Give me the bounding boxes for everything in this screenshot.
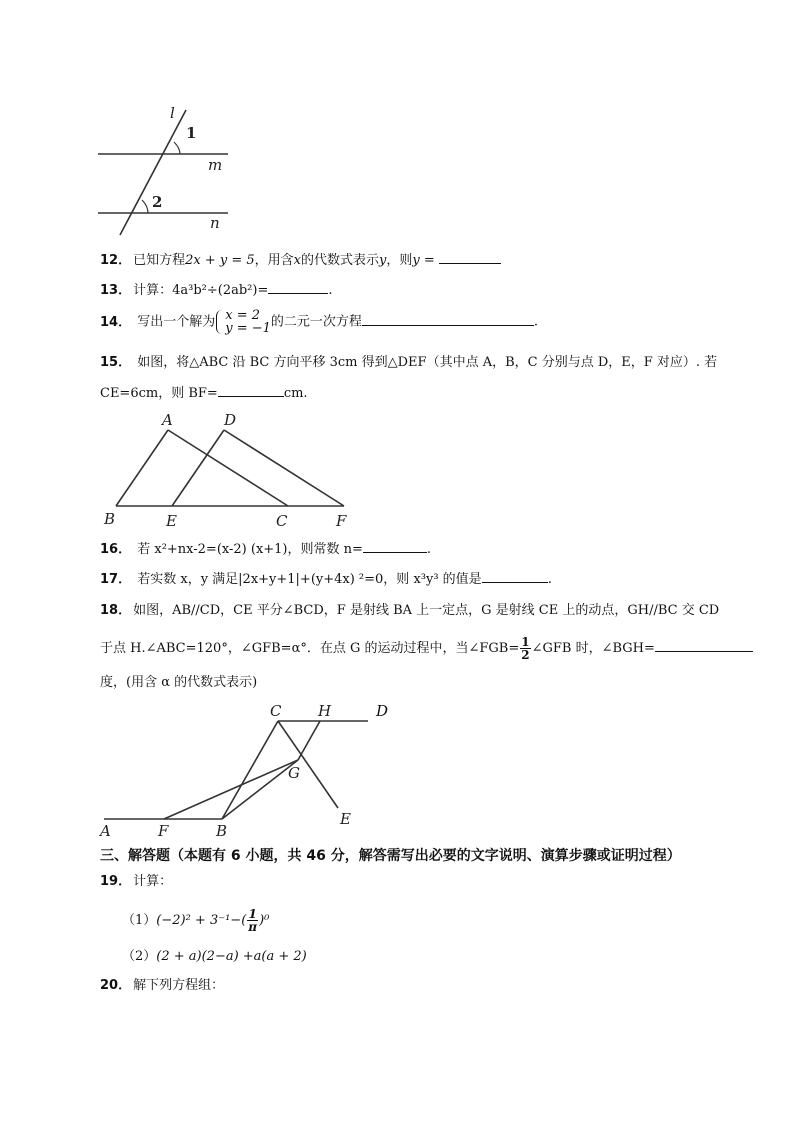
side-ac — [168, 430, 288, 506]
question-number: 17． — [100, 572, 132, 587]
label-angle-2: 2 — [152, 193, 163, 211]
label-f: F — [336, 512, 347, 530]
q18-line-2b: ∠GFB 时，∠BGH= — [531, 641, 655, 656]
q12-text-b: ，用含 — [254, 253, 294, 268]
q18-label-d — [376, 702, 388, 720]
label-l: l — [170, 104, 175, 122]
question-number: 19． — [100, 874, 132, 889]
label-b: B — [216, 822, 228, 840]
fraction-denominator: π — [248, 920, 258, 934]
q12-var-y: y — [379, 253, 387, 268]
fraction-numerator: 1 — [248, 907, 257, 921]
label-g: G — [288, 764, 300, 782]
label-c: C — [270, 702, 282, 720]
label-d: D — [224, 411, 237, 429]
q15-line-2b: cm. — [283, 386, 308, 401]
q15-line-1: 如图，将△ABC 沿 BC 方向平移 3cm 得到△DEF（其中点 A，B，C 分别与点 D，E，F 对应）. 若 — [133, 355, 718, 370]
question-17 — [100, 570, 552, 589]
q12-answer-prefix: y = — [412, 253, 435, 268]
side-ab — [116, 430, 168, 506]
section-3-title: 三、解答题（本题有 6 小题，共 46 分，解答需写出必要的文字说明、演算步骤或证明过程） — [100, 848, 681, 864]
q12-equation: 2x + y = 5 — [185, 253, 255, 268]
label-n: n — [210, 214, 220, 232]
q13-text: 计算：4a³b²÷(2ab²)= — [133, 283, 269, 298]
q18-line-3: 度，(用含 α 的代数式表示) — [100, 675, 258, 690]
translated-triangles-figure — [100, 408, 360, 532]
question-12 — [100, 251, 501, 270]
fraction-numerator: 1 — [521, 635, 530, 649]
question-number: 20． — [100, 978, 132, 993]
question-number: 16． — [100, 542, 132, 557]
q17-end: . — [547, 572, 552, 587]
answer-blank[interactable] — [439, 251, 501, 264]
fraction-one-half — [520, 636, 530, 661]
question-14 — [100, 309, 538, 335]
q18-line-1: 如图，AB//CD，CE 平分∠BCD，F 是射线 BA 上一定点，G 是射线 CE 上的动点，GH//BC 交 CD — [133, 603, 720, 618]
q12-text-a: 已知方程 — [133, 253, 186, 268]
question-number: 15． — [100, 355, 132, 370]
label-d-text: D — [376, 702, 389, 720]
angle-1-arc — [174, 142, 180, 154]
answer-blank[interactable] — [482, 570, 548, 583]
system-eq-1: x = 2 — [225, 308, 260, 323]
question-15 — [100, 354, 717, 372]
q17-text: 若实数 x，y 满足|2x+y+1|+(y+4x) ²=0，则 x³y³ 的值是 — [133, 572, 482, 587]
line-l — [120, 110, 186, 235]
question-number: 18． — [100, 603, 132, 618]
label-c: C — [276, 512, 288, 530]
part-2-expr: (2 + a)(2−a) +a(a + 2) — [156, 949, 307, 964]
question-20 — [100, 977, 224, 995]
answer-blank[interactable] — [655, 639, 753, 652]
equation-system — [215, 309, 271, 335]
question-18 — [100, 602, 719, 620]
q12-text-d: ，则 — [386, 253, 413, 268]
label-angle-1: 1 — [186, 124, 197, 142]
side-de — [172, 430, 224, 506]
q19-text: 计算： — [133, 874, 173, 889]
angle-2-arc — [142, 200, 148, 213]
answer-blank[interactable] — [362, 313, 534, 326]
question-18-line-3 — [100, 674, 257, 692]
part-label: （2） — [122, 949, 157, 964]
parallel-lines-figure — [90, 100, 240, 240]
part-label: （1） — [122, 913, 157, 928]
q15-line-2a: CE=6cm，则 BF= — [100, 386, 218, 401]
part-1-expr-b: )⁰ — [259, 913, 270, 928]
q14-text-a: 写出一个解为 — [133, 314, 216, 330]
label-b: B — [104, 510, 116, 528]
q13-end: . — [328, 283, 333, 298]
q19-part-1 — [122, 908, 269, 933]
segment-bc — [222, 721, 278, 819]
q20-text: 解下列方程组： — [133, 978, 225, 993]
q19-part-2 — [122, 945, 307, 964]
label-a: A — [100, 822, 111, 840]
answer-blank[interactable] — [218, 384, 284, 397]
q12-text-c: 的代数式表示 — [301, 253, 380, 268]
q14-end: . — [533, 314, 539, 330]
answer-blank[interactable] — [363, 540, 427, 553]
q14-text-b: 的二元一次方程 — [270, 314, 362, 330]
question-18-line-2 — [100, 636, 753, 661]
fraction-denominator: 2 — [521, 648, 530, 662]
label-h: H — [318, 702, 332, 720]
side-df — [224, 430, 344, 506]
question-19 — [100, 873, 172, 891]
part-1-expr-a: (−2)² + 3⁻¹−( — [156, 913, 247, 928]
question-number: 14． — [100, 314, 132, 330]
label-a: A — [162, 411, 173, 429]
label-e: E — [340, 810, 351, 828]
q18-line-2a: 于点 H.∠ABC=120°，∠GFB=α°．在点 G 的运动过程中，当∠FGB= — [100, 641, 520, 656]
label-m: m — [208, 156, 223, 174]
question-number: 13． — [100, 283, 132, 298]
section-3-heading — [100, 845, 681, 865]
q12-var-x: x — [293, 253, 302, 268]
q18-figure — [98, 700, 368, 842]
segment-fg — [164, 760, 298, 819]
label-e: E — [166, 512, 177, 530]
question-16 — [100, 540, 431, 559]
q16-text: 若 x²+nx-2=(x-2) (x+1)，则常数 n= — [133, 542, 363, 557]
question-15-line-2 — [100, 384, 308, 403]
segment-gh — [298, 721, 320, 760]
question-number: 12． — [100, 253, 132, 268]
fraction-one-over-pi — [247, 908, 258, 933]
segment-bg — [222, 760, 298, 819]
answer-blank[interactable] — [268, 281, 328, 294]
label-f: F — [158, 822, 169, 840]
question-13 — [100, 281, 332, 300]
q16-end: . — [426, 542, 432, 557]
system-eq-2: y = −1 — [225, 321, 271, 336]
